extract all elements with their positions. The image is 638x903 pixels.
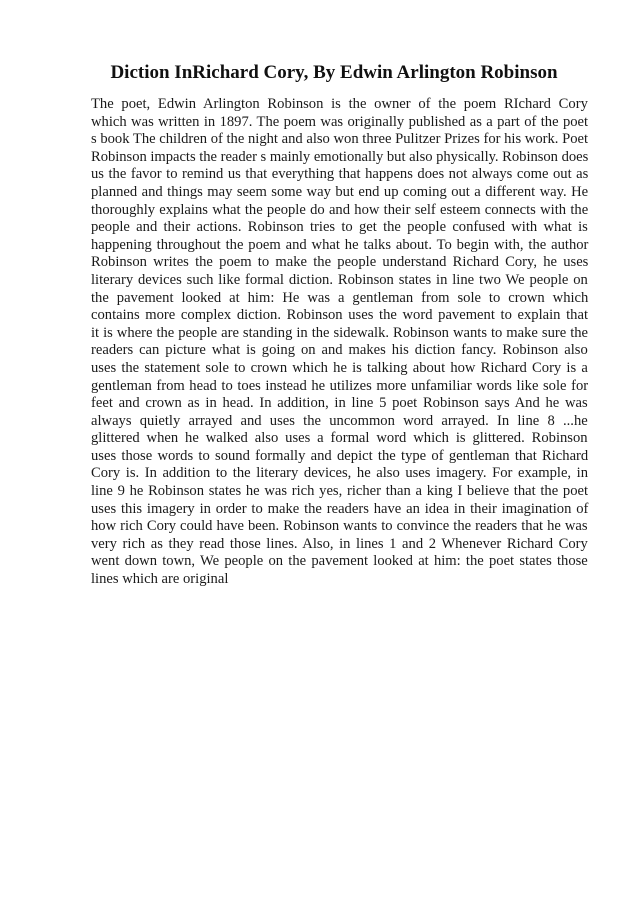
paragraph-line: line 9 he Robinson states he was rich yes, richer than a king I believe that the poet — [91, 483, 589, 500]
paragraph-line: s book The children of the night and also won three Pulitzer Prizes for his work. Poet — [91, 131, 589, 148]
paragraph-line: happening throughout the poem and what he talks about. To begin with, the author — [91, 236, 589, 253]
paragraph-line: the pavement looked at him: He was a gentleman from sole to crown which — [91, 289, 589, 306]
paragraph-line: how rich Cory could have been. Robinson wants to convince the readers that he was — [91, 518, 588, 535]
page-title: Diction InRichard Cory, By Edwin Arlington Robinson — [110, 62, 558, 83]
paragraph-line: lines which are original — [91, 571, 229, 588]
paragraph-line: people and their actions. Robinson tries to get the people confused with what is — [91, 219, 588, 236]
essay-body — [91, 96, 611, 589]
paragraph-line: went down town, We people on the pavement looked at him: the poet states those — [91, 553, 588, 570]
paragraph-line: planned and things may seem some way but end up coming out a different way. He — [91, 183, 589, 200]
paragraph-line: it is where the people are standing in the sidewalk. Robinson wants to make sure the — [91, 324, 589, 341]
paragraph-line: The poet, Edwin Arlington Robinson is the owner of the poem RIchard Cory — [91, 96, 588, 112]
paragraph-line: gentleman from head to toes instead he utilizes more unfamiliar words like sole for — [91, 377, 589, 394]
paragraph-line: thoroughly explains what the people do and how their self esteem connects with the — [91, 201, 589, 218]
paragraph-line: us the favor to remind us that everything that happens does not always come out as — [91, 166, 589, 183]
paragraph-line: which was written in 1897. The poem was originally published as a part of the poet — [91, 113, 589, 130]
paragraph-line: Robinson impacts the reader s mainly emotionally but also physically. Robinson does — [91, 148, 589, 165]
paragraph-line: Robinson writes the poem to make the people understand Richard Cory, he uses — [91, 254, 589, 271]
paragraph-line: uses the statement sole to crown which he is talking about how Richard Cory is a — [91, 359, 588, 376]
paragraph-line: always quietly arrayed and uses the uncommon word arrayed. In line 8 ...he — [91, 412, 588, 429]
paragraph-line: literary devices such like formal diction. Robinson states in line two We people on — [91, 271, 588, 288]
paragraph-line: readers can picture what is going on and makes his diction fancy. Robinson also — [91, 342, 588, 359]
paragraph-line: Cory is. In addition to the literary devices, he also uses imagery. For example, in — [91, 465, 588, 482]
paragraph-line: uses those words to sound formally and depict the type of gentleman that Richard — [91, 447, 589, 464]
paragraph-line: very rich as they read those lines. Also, in lines 1 and 2 Whenever Richard Cory — [91, 535, 588, 552]
paragraph-line: glittered when he walked also uses a formal word which is glittered. Robinson — [91, 430, 588, 447]
paragraph-line: uses this imagery in order to make the readers have an idea in their imagination of — [91, 500, 589, 517]
paragraph-line: contains more complex diction. Robinson uses the word pavement to explain that — [91, 307, 589, 324]
paragraph-line: feet and crown as in head. In addition, in line 5 poet Robinson says And he was — [91, 395, 588, 412]
